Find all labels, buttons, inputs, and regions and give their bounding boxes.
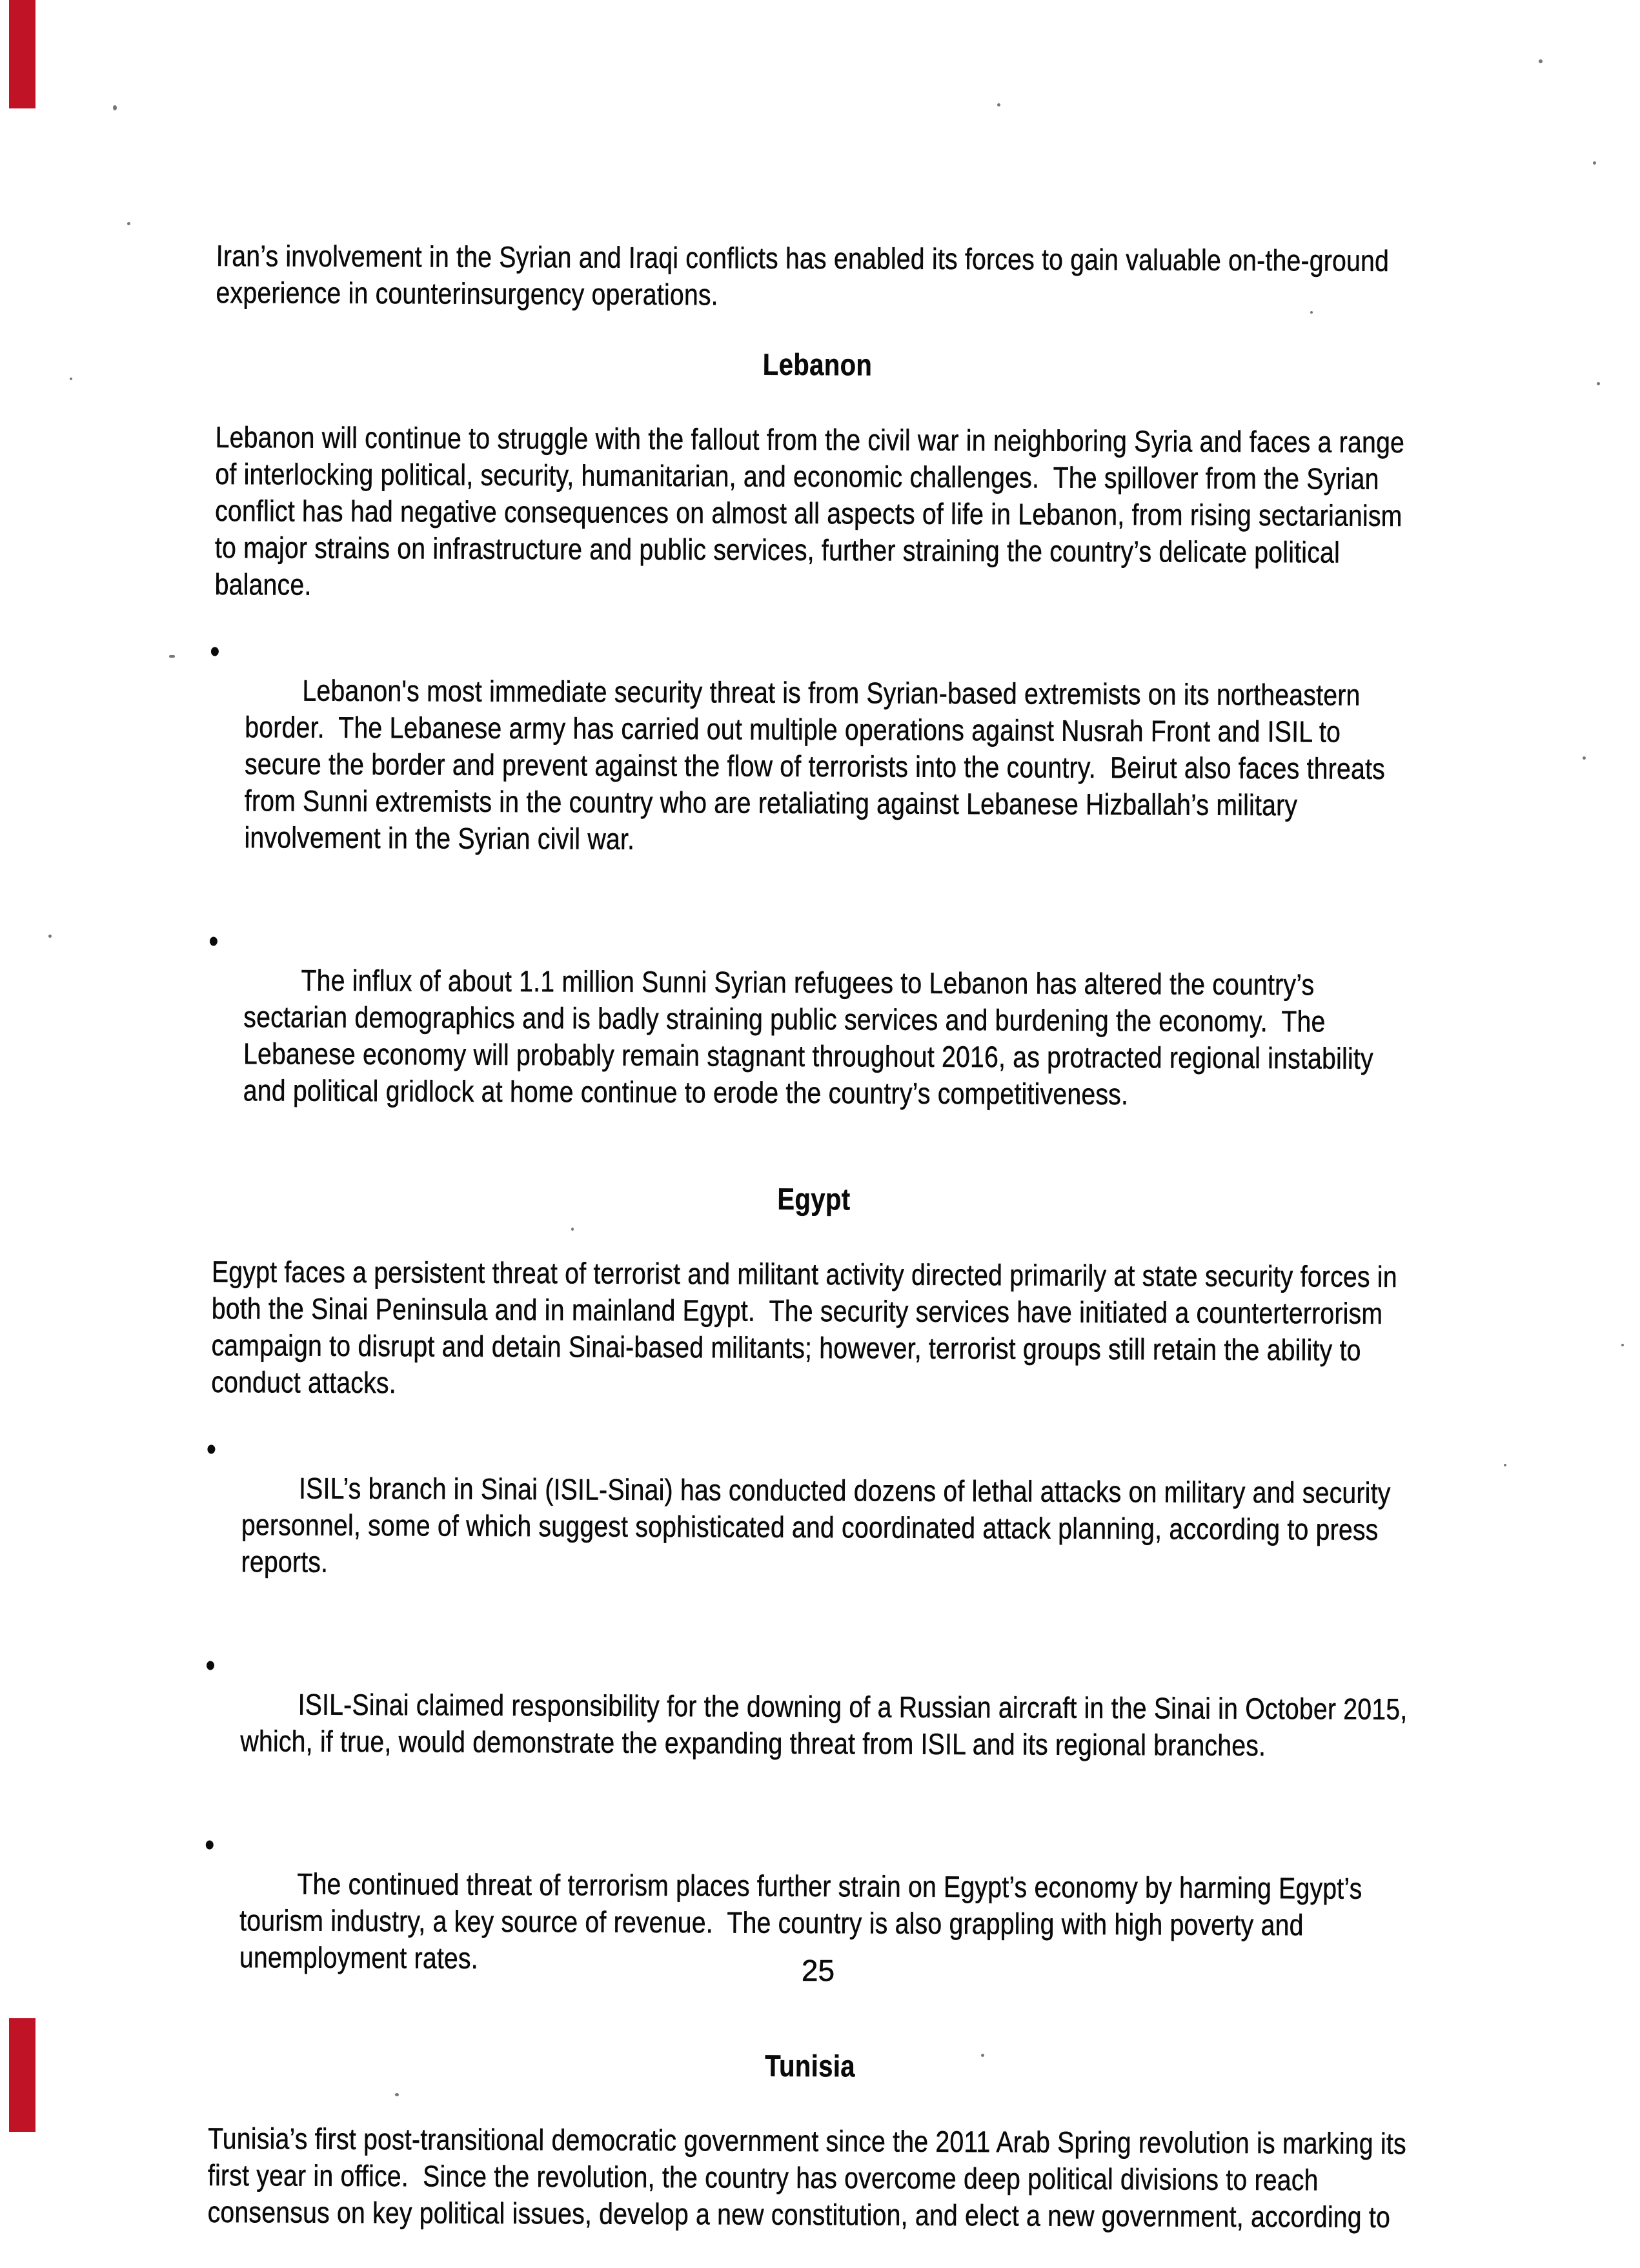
section-heading-tunisia: Tunisia — [765, 2048, 856, 2083]
bullet-text: The influx of about 1.1 million Sunni Syrian refugees to Lebanon has altered the country’s sectarian demographics and is badly straining public services and burdening the economy. The Lebanese economy will probably remain stagnant throughout 2016, as protracted regional instability and political gridlock at home continue to erode the country’s competitiveness. — [243, 963, 1381, 1111]
red-edge-mark-bottom — [9, 2018, 35, 2132]
bullet-icon: • — [208, 922, 219, 960]
scan-speck — [48, 935, 52, 938]
lebanon-bullet-list — [208, 633, 1418, 1151]
bullet-icon: • — [205, 1646, 216, 1684]
scan-speck — [981, 2054, 984, 2057]
bullet-text: ISIL-Sinai claimed responsibility for the downing of a Russian aircraft in the Sinai in October 2015, which, if true, would demonstrate the expanding threat from ISIL and its regional branches. — [240, 1687, 1415, 1763]
egypt-bullet-list — [205, 1430, 1415, 2018]
egypt-paragraph: Egypt faces a persistent threat of terrorist and militant activity directed primarily at state security forces in both the Sinai Peninsula and in mainland Egypt. The security services have initiated a counterterrorism campaign to disrupt and detain Sinai-based militants; however, terrorist groups still retain the ability to conduct attacks. — [211, 1254, 1405, 1400]
scan-speck — [169, 655, 175, 658]
bullet-text: The continued threat of terrorism places further strain on Egypt’s economy by harming Egypt’s tourism industry, a key source of revenue. The country is also grappling with high poverty and unemployment rates. — [239, 1867, 1370, 1975]
page-number: 25 — [801, 1954, 835, 1987]
section-heading-egypt: Egypt — [777, 1181, 851, 1217]
bullet-text: Lebanon's most immediate security threat is from Syrian-based extremists on its northeastern border. The Lebanese army has carried out multiple operations against Nusrah Front and ISIL to secure the border and prevent against the flow of terrorists into the country. Beirut also faces threats from Sunni extremists in the country who are retaliating against Lebanese Hizballah’s military involvement in the Syrian civil war. — [244, 673, 1393, 856]
list-item — [206, 1430, 1415, 1622]
scan-speck — [997, 103, 1000, 106]
scan-speck — [1621, 1344, 1624, 1346]
scan-speck — [1583, 756, 1586, 760]
scan-speck — [1504, 1464, 1506, 1466]
scan-speck — [1310, 311, 1313, 314]
scan-speck — [1597, 382, 1600, 385]
red-edge-mark-top — [9, 0, 35, 108]
list-item — [205, 1646, 1415, 1801]
scan-speck — [113, 105, 117, 110]
lebanon-paragraph: Lebanon will continue to struggle with the fallout from the civil war in neighboring Syria and faces a range of interlocking political, security, humanitarian, and economic challenges. The spillover from the Syrian conflict has had negative consequences on almost all aspects of life in Lebanon, from rising sectarianism to major strains on infrastructure and public services, further straining the country’s delicate political balance. — [214, 420, 1412, 602]
bullet-icon: • — [206, 1430, 217, 1468]
list-item — [205, 1826, 1413, 2018]
scan-speck — [395, 2093, 399, 2096]
scan-speck — [1593, 161, 1596, 165]
scan-speck — [1539, 59, 1543, 63]
bullet-icon: • — [205, 1826, 215, 1863]
bullet-text: ISIL’s branch in Sinai (ISIL-Sinai) has conducted dozens of lethal attacks on military and security personnel, some of which suggest sophisticated and coordinated attack planning, according to press reports. — [241, 1471, 1398, 1579]
tunisia-paragraph: Tunisia’s first post-transitional democratic government since the 2011 Arab Spring revolution is marking its first year in office. Since the revolution, the country has overcome deep political divisions to reach consensus on key political issues, develop a new constitution, and elect a new government, according to — [207, 2121, 1414, 2234]
list-item — [210, 633, 1419, 898]
scan-speck — [127, 222, 130, 225]
list-item — [208, 922, 1417, 1151]
scan-speck — [70, 378, 72, 380]
scan-speck — [571, 1228, 574, 1231]
intro-paragraph: Iran’s involvement in the Syrian and Iraqi conflicts has enabled its forces to gain valuable on-the-ground experience in counterinsurgency operations. — [216, 238, 1397, 312]
section-heading-lebanon: Lebanon — [762, 347, 873, 382]
bullet-icon: • — [210, 633, 220, 670]
